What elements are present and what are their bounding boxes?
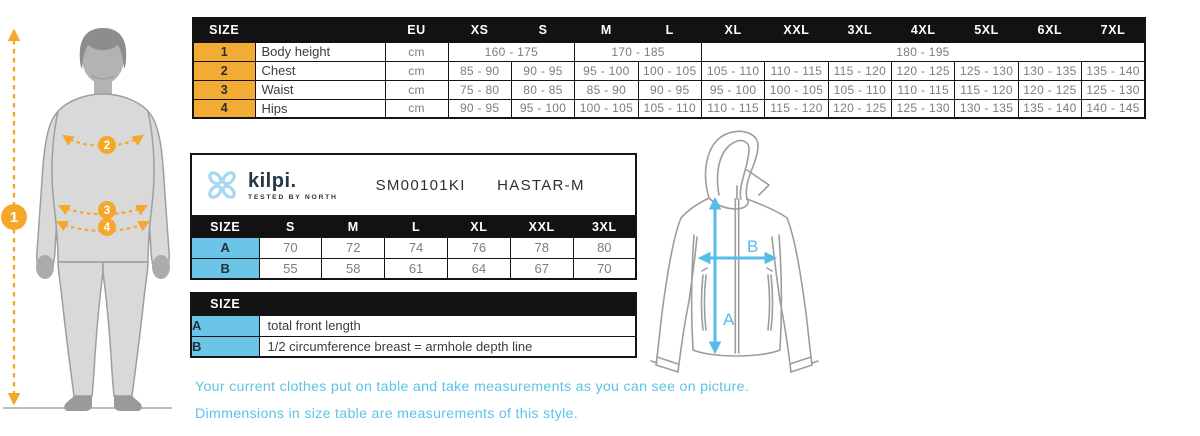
cell-value: 130 - 135 bbox=[955, 99, 1018, 118]
male-silhouette-illustration bbox=[0, 10, 190, 430]
row-label: Hips bbox=[255, 99, 385, 118]
header-m: M bbox=[575, 18, 638, 42]
cell-value: 67 bbox=[510, 258, 573, 279]
note-line-1: Your current clothes put on table and take measurements as you can see on picture. bbox=[195, 379, 750, 395]
header-empty bbox=[259, 293, 636, 315]
cell-value: 105 - 110 bbox=[638, 99, 701, 118]
row-label: Body height bbox=[255, 42, 385, 61]
cell-value: 110 - 115 bbox=[701, 99, 764, 118]
row-key: B bbox=[191, 258, 259, 279]
row-label: Waist bbox=[255, 80, 385, 99]
row-number: 4 bbox=[193, 99, 255, 118]
cell-value: 58 bbox=[322, 258, 385, 279]
badge-4: 4 bbox=[103, 222, 111, 234]
row-number: 2 bbox=[193, 61, 255, 80]
cell-value: 110 - 115 bbox=[765, 61, 828, 80]
cell-value: 70 bbox=[573, 258, 636, 279]
table-row-b bbox=[191, 258, 636, 279]
cell-value: 95 - 100 bbox=[511, 99, 574, 118]
cell-value: 72 bbox=[322, 237, 385, 258]
row-unit: cm bbox=[385, 99, 448, 118]
brand-wordmark bbox=[248, 170, 338, 201]
table-row-a bbox=[191, 237, 636, 258]
row-label: Chest bbox=[255, 61, 385, 80]
cell-value: 100 - 105 bbox=[765, 80, 828, 99]
cell-value: 76 bbox=[447, 237, 510, 258]
cell-value: 100 - 105 bbox=[575, 99, 638, 118]
legend-table bbox=[190, 292, 637, 358]
header-eu: EU bbox=[385, 18, 448, 42]
cell-value: 180 - 195 bbox=[701, 42, 1145, 61]
table-row-waist bbox=[193, 80, 1145, 99]
row-unit: cm bbox=[385, 42, 448, 61]
brand-tagline: TESTED BY NORTH bbox=[248, 193, 338, 201]
cell-value: 100 - 105 bbox=[638, 61, 701, 80]
header-size: SIZE bbox=[193, 18, 255, 42]
badge-3: 3 bbox=[103, 205, 111, 217]
cell-value: 120 - 125 bbox=[892, 61, 955, 80]
product-header bbox=[190, 153, 637, 215]
cell-value: 61 bbox=[385, 258, 448, 279]
body-measurement-table bbox=[192, 17, 1146, 119]
header-xxl: XXL bbox=[510, 216, 573, 237]
header-3xl: 3XL bbox=[828, 18, 891, 42]
cell-value: 64 bbox=[447, 258, 510, 279]
header-7xl: 7XL bbox=[1082, 18, 1145, 42]
cell-value: 125 - 130 bbox=[892, 99, 955, 118]
brand-name: kilpi. bbox=[248, 169, 297, 192]
header-s: S bbox=[259, 216, 322, 237]
jacket-illustration bbox=[647, 125, 827, 385]
cell-value: 125 - 130 bbox=[1082, 80, 1145, 99]
jacket-measure-arrows bbox=[701, 200, 774, 351]
cell-value: 90 - 95 bbox=[448, 99, 511, 118]
row-description: 1/2 circumference breast = armhole depth line bbox=[259, 336, 636, 357]
cell-value: 85 - 90 bbox=[448, 61, 511, 80]
header-size: SIZE bbox=[191, 216, 259, 237]
jacket-measurement-figure bbox=[647, 125, 827, 385]
header-xl: XL bbox=[701, 18, 764, 42]
cell-value: 120 - 125 bbox=[1018, 80, 1081, 99]
header-l: L bbox=[385, 216, 448, 237]
row-number: 3 bbox=[193, 80, 255, 99]
header-l: L bbox=[638, 18, 701, 42]
cell-value: 115 - 120 bbox=[955, 80, 1018, 99]
table-row-hips bbox=[193, 99, 1145, 118]
row-key: A bbox=[191, 237, 259, 258]
cell-value: 75 - 80 bbox=[448, 80, 511, 99]
row-key: A bbox=[191, 315, 259, 336]
cell-value: 90 - 95 bbox=[511, 61, 574, 80]
cell-value: 70 bbox=[259, 237, 322, 258]
cell-value: 135 - 140 bbox=[1018, 99, 1081, 118]
row-key: B bbox=[191, 336, 259, 357]
product-identity bbox=[376, 177, 585, 194]
legend-row-b bbox=[191, 336, 636, 357]
kilpi-knot-icon bbox=[204, 167, 240, 203]
header-m: M bbox=[322, 216, 385, 237]
legend-header-row bbox=[191, 293, 636, 315]
note-line-2: Dimmensions in size table are measurements of this style. bbox=[195, 406, 578, 422]
header-empty bbox=[255, 18, 385, 42]
product-size-table bbox=[190, 153, 637, 280]
table-row-chest bbox=[193, 61, 1145, 80]
cell-value: 78 bbox=[510, 237, 573, 258]
cell-value: 80 - 85 bbox=[511, 80, 574, 99]
cell-value: 85 - 90 bbox=[575, 80, 638, 99]
product-name: HASTAR-M bbox=[497, 176, 585, 194]
cell-value: 160 - 175 bbox=[448, 42, 575, 61]
cell-value: 105 - 110 bbox=[701, 61, 764, 80]
header-5xl: 5XL bbox=[955, 18, 1018, 42]
cell-value: 130 - 135 bbox=[1018, 61, 1081, 80]
row-unit: cm bbox=[385, 80, 448, 99]
cell-value: 55 bbox=[259, 258, 322, 279]
cell-value: 90 - 95 bbox=[638, 80, 701, 99]
brand-logo bbox=[204, 167, 338, 203]
row-unit: cm bbox=[385, 61, 448, 80]
cell-value: 74 bbox=[385, 237, 448, 258]
header-s: S bbox=[511, 18, 574, 42]
body-measurement-figure bbox=[0, 10, 190, 430]
header-xl: XL bbox=[447, 216, 510, 237]
product-header-row bbox=[191, 216, 636, 237]
legend-row-a bbox=[191, 315, 636, 336]
label-A: A bbox=[723, 310, 735, 329]
header-3xl: 3XL bbox=[573, 216, 636, 237]
measurement-header-row bbox=[193, 18, 1145, 42]
cell-value: 140 - 145 bbox=[1082, 99, 1145, 118]
row-number: 1 bbox=[193, 42, 255, 61]
table-row-body-height bbox=[193, 42, 1145, 61]
cell-value: 125 - 130 bbox=[955, 61, 1018, 80]
header-4xl: 4XL bbox=[892, 18, 955, 42]
badge-2: 2 bbox=[103, 140, 111, 152]
cell-value: 80 bbox=[573, 237, 636, 258]
header-xs: XS bbox=[448, 18, 511, 42]
header-6xl: 6XL bbox=[1018, 18, 1081, 42]
cell-value: 115 - 120 bbox=[828, 61, 891, 80]
label-B: B bbox=[747, 237, 759, 256]
cell-value: 105 - 110 bbox=[828, 80, 891, 99]
badge-1: 1 bbox=[9, 209, 19, 226]
row-description: total front length bbox=[259, 315, 636, 336]
header-xxl: XXL bbox=[765, 18, 828, 42]
cell-value: 95 - 100 bbox=[575, 61, 638, 80]
header-size: SIZE bbox=[191, 293, 259, 315]
cell-value: 120 - 125 bbox=[828, 99, 891, 118]
measurement-note bbox=[195, 374, 749, 428]
cell-value: 170 - 185 bbox=[575, 42, 702, 61]
cell-value: 115 - 120 bbox=[765, 99, 828, 118]
cell-value: 135 - 140 bbox=[1082, 61, 1145, 80]
jacket-outline bbox=[651, 131, 818, 372]
product-code: SM00101KI bbox=[375, 176, 466, 194]
cell-value: 110 - 115 bbox=[892, 80, 955, 99]
cell-value: 95 - 100 bbox=[701, 80, 764, 99]
